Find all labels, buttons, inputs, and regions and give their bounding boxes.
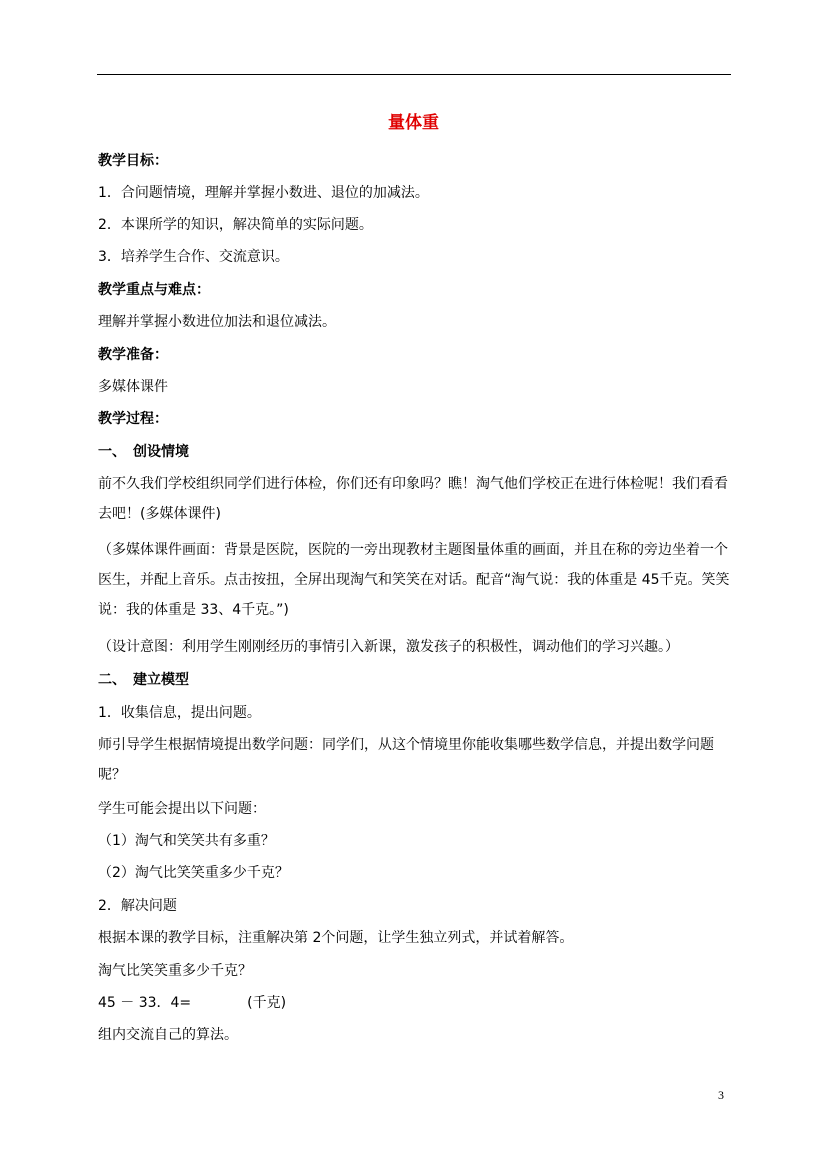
question-1: （1）淘气和笑笑共有多重？ [98,833,275,849]
paragraph-design-intent: （设计意图：利用学生刚刚经历的事情引入新课，激发孩子的积极性，调动他们的学习兴趣。） [98,639,679,655]
page-number: 3 [718,1088,724,1102]
objective-2: 2．本课所学的知识，解决简单的实际问题。 [98,217,373,233]
page-title: 量体重 [388,113,439,133]
preparation-text: 多媒体课件 [98,379,168,395]
paragraph-intro: 前不久我们学校组织同学们进行体检，你们还有印象吗？瞧！淘气他们学校正在进行体检呢！我们看看去吧！(多媒体课件) [98,476,728,522]
paragraph-group-exchange: 组内交流自己的算法。 [98,1027,238,1043]
objective-1: 1．合问题情境，理解并掌握小数进、退位的加减法。 [98,185,429,201]
heading-preparation: 教学准备： [98,347,168,363]
key-points-text: 理解并掌握小数进位加法和退位减法。 [98,314,336,330]
paragraph-solve: 根据本课的教学目标，注重解决第 2个问题，让学生独立列式，并试着解答。 [98,930,574,946]
question-2: （2）淘气比笑笑重多少千克？ [98,865,289,881]
paragraph-student-questions: 学生可能会提出以下问题： [98,801,266,817]
step-2: 2．解决问题 [98,898,177,914]
paragraph-multimedia: （多媒体课件画面：背景是医院，医院的一旁出现教材主题图量体重的画面，并且在称的旁边坐着一个医生，并配上音乐。点击按扭，全屏出现淘气和笑笑在对话。配音“淘气说：我的体重是 45千克。笑笑说：我的体重是 33、4千克。”) [98,542,730,618]
objective-3: 3．培养学生合作、交流意识。 [98,249,289,265]
section-2-heading: 二、 建立模型 [98,672,189,688]
equation: 45 － 33．4= (千克) [98,995,287,1011]
heading-key-points: 教学重点与难点： [98,282,210,298]
section-1-heading: 一、 创设情境 [98,444,189,460]
step-1: 1．收集信息，提出问题。 [98,705,261,721]
heading-process: 教学过程： [98,411,168,427]
paragraph-teacher-guide: 师引导学生根据情境提出数学问题：同学们，从这个情境里你能收集哪些数学信息，并提出数学问题呢？ [98,737,714,783]
header-rule [97,74,731,75]
heading-objectives: 教学目标： [98,153,168,169]
question-weight-difference: 淘气比笑笑重多少千克？ [98,963,252,979]
